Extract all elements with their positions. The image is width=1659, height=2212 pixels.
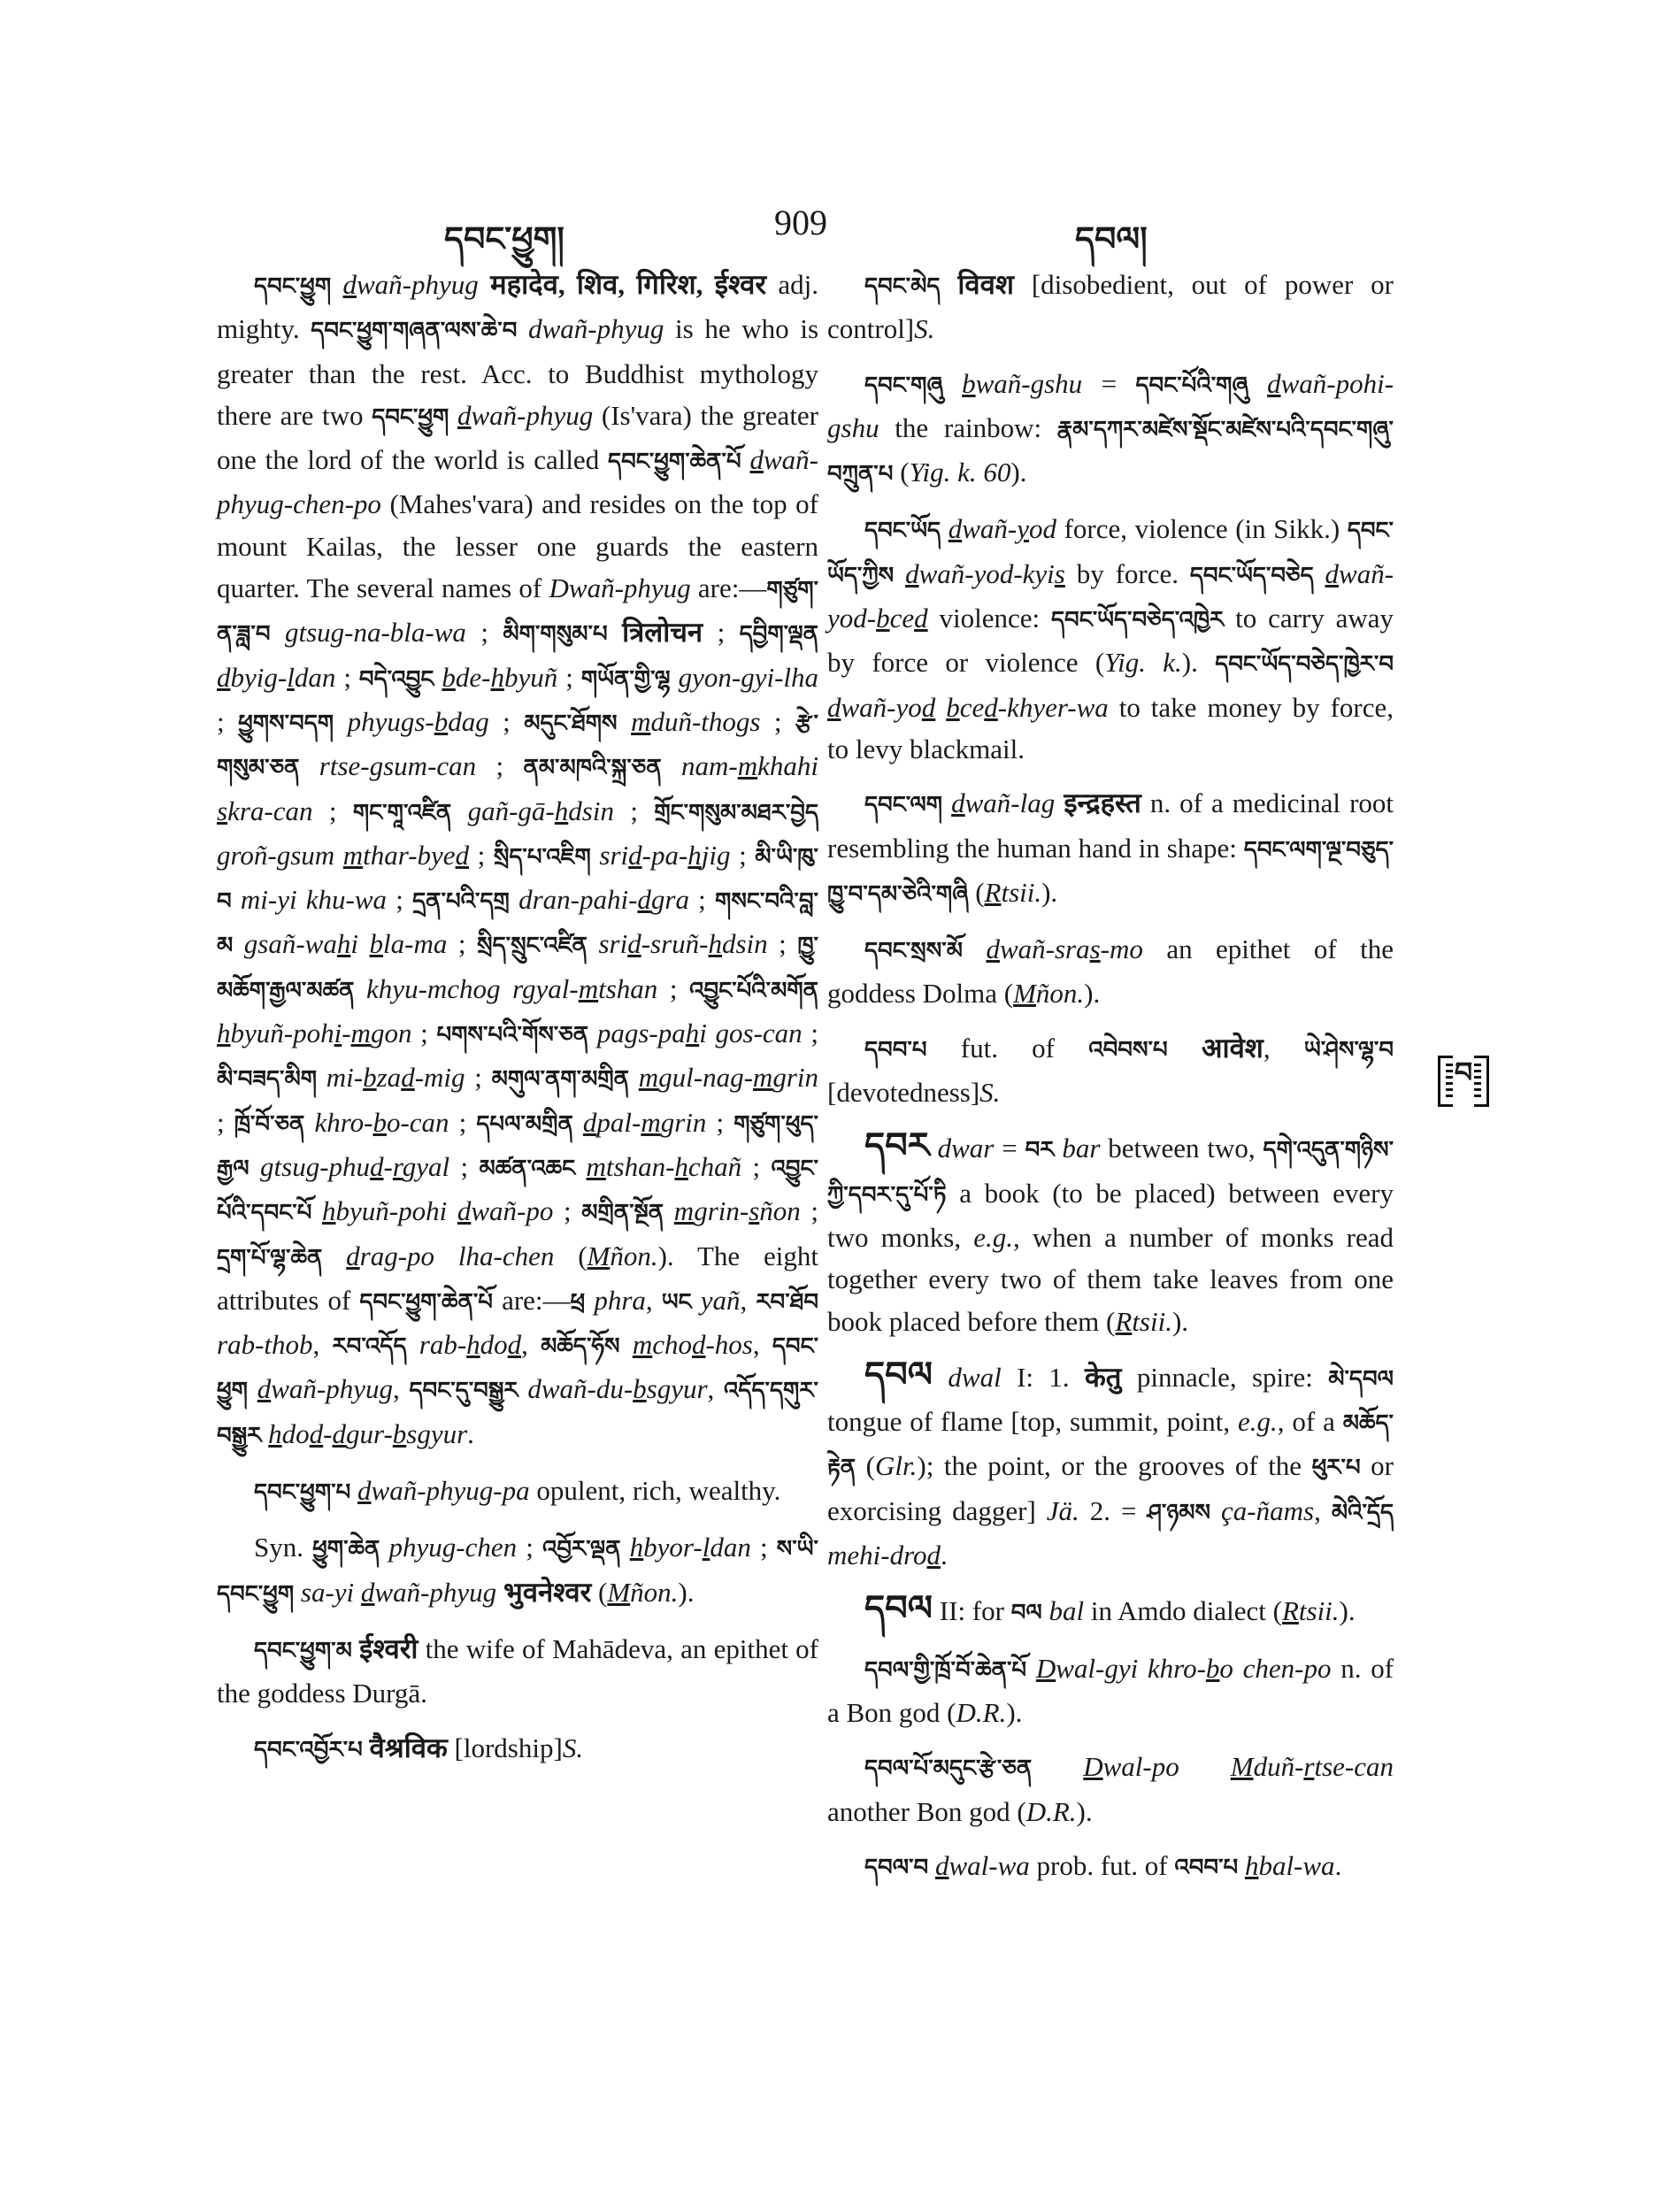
right-column-entry: དབལ dwal I: 1. केतु pinnacle, spire: མེ་དབལ tongue of flame [top, summit, point, e.g., of a མཆོད་རྟེན (Glr.); the point, or the grooves of the ཕུར་པ or exorcising dagger] Jä. 2. = ཤ་ཉམས ça-ñams, མེའི་དྲོད mehi-drod. bbox=[827, 1354, 1394, 1571]
right-column-entry: དབང་ལག dwañ-lag इन्द्रहस्त n. of a medicinal root resembling the human hand in shape: དབང་ལག་ལྔ་བཅུད་ཁྱུ་བ་དམ་ཅེའི་གཞི (Rtsii.). bbox=[827, 787, 1394, 908]
header-right-word: དབལ། bbox=[1075, 219, 1148, 258]
right-column-entry: དབལ་བ dwal-wa prob. fut. of འབབ་པ hbal-wa. bbox=[864, 1849, 1342, 1881]
left-column-entry: དབང་ཕྱུག་མ ईश्वरी the wife of Mahādeva, an epithet of the goddess Durgā. bbox=[217, 1632, 818, 1709]
left-column bbox=[217, 264, 818, 1784]
right-column-entry: དབལ II: for བལ bal in Amdo dialect (Rtsii.). bbox=[864, 1588, 1356, 1630]
page-number: 909 bbox=[774, 203, 827, 242]
right-column-entry: དབར dwar = བར bar between two, དགེ་འདུན་གཉིས་ཀྱི་དབར་དུ་པོ་ཏི a book (to be placed) between every two monks, e.g., when a number of monks read together every two of them take leaves from one book placed before them (Rtsii.). bbox=[827, 1125, 1394, 1337]
right-column-entry: དབང་ཡོད dwañ-yod force, violence (in Sikk.) དབང་ཡོད་ཀྱིས dwañ-yod-kyis by force. དབང་ཡོད་བཅེད dwañ-yod-bced violence: དབང་ཡོད་བཅེད་འཁྱེར to carry away by force or violence (Yig. k.). དབང་ཡོད་བཅེད་ཁྱེར་བ dwañ-yod bced-khyer-wa to take money by force, to levy blackmail. bbox=[827, 513, 1394, 764]
left-column-entry: དབང་འབྱོར་པ वैश्रविक [lordship]S. bbox=[254, 1732, 584, 1763]
thumb-index-letter: བ bbox=[1453, 1041, 1475, 1121]
page-header bbox=[0, 202, 1659, 258]
right-column-entry: དབབ་པ fut. of འབེབས་པ आवेश, ཡེ་ཤེས་ལྷ་བ [devotedness]S. bbox=[827, 1032, 1394, 1109]
header-left-word: དབང་ཕྱུག། bbox=[444, 219, 565, 258]
right-column-entry: དབལ་གྱི་ཁྲོ་བོ་ཆེན་པོ Dwal-gyi khro-bo chen-po n. of a Bon god (D.R.). bbox=[827, 1652, 1394, 1728]
left-column-entry: དབང་ཕྱུག dwañ-phyug महादेव, शिव, गिरिश, ईश्वर adj. mighty. དབང་ཕྱུག་གཞན་ལས་ཆེ་བ dwañ-phyug is he who is greater than the rest. Acc. to Buddhist mythology there are two དབང་ཕྱུག dwañ-phyug (Is'vara) the greater one the lord of the world is called དབང་ཕྱུག་ཆེན་པོ dwañ-phyug-chen-po (Mahes'vara) and resides on the top of mount Kailas, the lesser one guards the eastern quarter. The several names of Dwañ-phyug are:—གཙུག་ན་ཟླ་བ gtsug-na-bla-wa ; མིག་གསུམ་པ त्रिलोचन ; དབྱིག་ལྡན dbyig-ldan ; བདེ་འབྱུང bde-hbyuñ ; གཡོན་གྱི་ལྷ gyon-gyi-lha ; ཕྱུགས་བདག phyugs-bdag ; མདུང་ཐོགས mduñ-thogs ; རྩེ་གསུམ་ཅན rtse-gsum-can ; ནམ་མཁའི་སྐྲ་ཅན nam-mkhahi skra-can ; གང་གཱ་འཛིན gañ-gā-hdsin ; གྲོང་གསུམ་མཐར་བྱེད groñ-gsum mthar-byed ; སྲིད་པ་འཇིག srid-pa-hjig ; མི་ཡི་ཁུ་བ mi-yi khu-wa ; དྲན་པའི་དགྲ dran-pahi-dgra ; གསང་བའི་བླ་མ gsañ-wahi bla-ma ; སྲིད་སྲུང་འཛིན srid-sruñ-hdsin ; ཁྱུ་མཆོག་རྒྱལ་མཚན khyu-mchog rgyal-mtshan ; འབྱུང་པོའི་མགོན hbyuñ-pohi-mgon ; པགས་པའི་གོས་ཅན pags-pahi gos-can ; མི་བཟད་མིག mi-bzad-mig ; མགུལ་ནག་མགྲིན mgul-nag-mgrin ; ཁྲོ་བོ་ཅན khro-bo-can ; དཔལ་མགྲིན dpal-mgrin ; གཙུག་ཕུད་རྒྱལ gtsug-phud-rgyal ; མཚན་འཆང mtshan-hchañ ; འབྱུང་པོའི་དབང་པོ hbyuñ-pohi dwañ-po ; མགྲིན་སྔོན mgrin-sñon ; དྲག་པོ་ལྷ་ཆེན drag-po lha-chen (Mñon.). The eight attributes of དབང་ཕྱུག་ཆེན་པོ are:—ཕྲ phra, ཡང yañ, རབ་ཐོབ rab-thob, རབ་འདོད rab-hdod, མཆོད་ཧོས mchod-hos, དབང་ཕྱུག dwañ-phyug, དབང་དུ་བསྒྱུར dwañ-du-bsgyur, འདོད་དགུར་བསྒྱུར hdod-dgur-bsgyur. bbox=[217, 269, 819, 1449]
right-column-entry: དབང་གཞུ bwañ-gshu = དབང་པོའི་གཞུ dwañ-pohi-gshu the rainbow: རྣམ་དཀར་མཛེས་སྡོང་མཛེས་པའི་དབང་གཞུ་བཀྲུན་པ (Yig. k. 60). bbox=[827, 367, 1394, 488]
left-column-entry: Syn. ཕྱུག་ཆེན phyug-chen ; འབྱོར་ལྡན hbyor-ldan ; ས་ཡི་དབང་ཕྱུག sa-yi dwañ-phyug भुवनेश्वर (Mñon.). bbox=[217, 1532, 818, 1608]
right-column-entry: དབང་མེད विवश [disobedient, out of power or control]S. bbox=[827, 269, 1394, 345]
left-column-entry: དབང་ཕྱུག་པ dwañ-phyug-pa opulent, rich, wealthy. bbox=[254, 1475, 781, 1507]
thumb-index-tab bbox=[1438, 1056, 1489, 1107]
right-column-entry: དབལ་པོ་མདུང་རྩེ་ཅན Dwal-po Mduñ-rtse-can another Bon god (D.R.). bbox=[827, 1751, 1394, 1827]
right-column-entry: དབང་སྲས་མོ dwañ-sras-mo an epithet of the goddess Dolma (Mñon.). bbox=[827, 933, 1394, 1010]
right-column bbox=[827, 264, 1394, 1901]
